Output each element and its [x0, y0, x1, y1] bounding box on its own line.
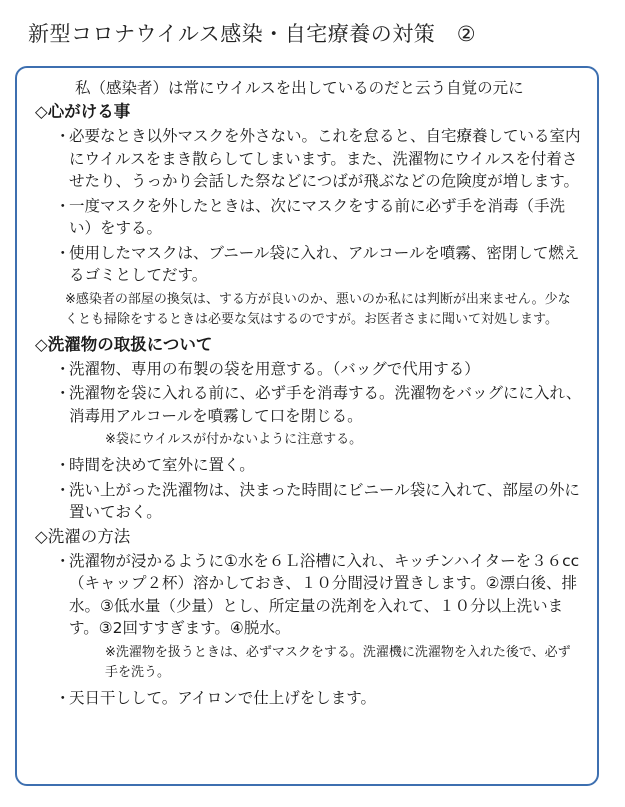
list-item-text: 洗濯物、専用の布製の袋を用意する。（バッグで代用する） [69, 359, 480, 378]
content-frame [15, 66, 599, 786]
list-item-text: 必要なとき以外マスクを外さない。これを怠ると、自宅療養している室内にウイルスをまき散らしてしまいます。また、洗濯物にウイルスを付着させたり、うっかり会話した祭などにつばが飛ぶなどの危険度が増します。 [69, 127, 581, 190]
intro-text: 私（感染者）は常にウイルスを出しているのだと云う自覚の元に [75, 79, 524, 97]
note-ventilation: ※感染者の部屋の換気は、する方が良いのか、悪いのか私には判断が出来ません。少なくとも掃除をするときは必要な気はするのですが。お医者さまに聞いて対処します。 [65, 291, 571, 327]
list-item [55, 454, 583, 477]
bullet: ・ [55, 243, 71, 262]
list-item-text: 天日干しして。アイロンで仕上げをします。 [69, 688, 377, 707]
section-heading-precautions: ◇心がける事 [35, 102, 131, 121]
bullet: ・ [55, 551, 71, 570]
bullet: ・ [55, 384, 71, 402]
bullet: ・ [55, 456, 71, 474]
list-item [55, 550, 583, 640]
list-item [55, 242, 583, 287]
section-heading-washing-method: ◇洗濯の方法 [35, 526, 131, 546]
list-item-text: 一度マスクを外したときは、次にマスクをする前に必ず手を消毒（手洗い）をする。 [69, 196, 566, 237]
list-item [55, 125, 583, 193]
list-item [55, 479, 583, 524]
list-item-text: 洗濯物を袋に入れる前に、必ず手を消毒する。洗濯物をバッグにに入れ、消毒用アルコールを噴霧して口を閉じる。 [69, 384, 582, 425]
section-heading-laundry-handling: ◇洗濯物の取扱について [35, 334, 213, 354]
bullet: ・ [55, 196, 71, 215]
note-bag: ※袋にウイルスが付かないように注意する。 [105, 432, 363, 447]
bullet: ・ [55, 359, 71, 378]
bullet: ・ [55, 127, 71, 145]
list-item [55, 358, 583, 381]
note-mask: ※洗濯物を扱うときは、必ずマスクをする。洗濯機に洗濯物を入れた後で、必ず手を洗う。 [105, 644, 571, 680]
list-item-text: 洗い上がった洗濯物は、決まった時間にビニール袋に入れて、部屋の外に置いておく。 [69, 480, 580, 521]
list-item-text: 使用したマスクは、ブニール袋に入れ、アルコールを噴霧、密閉して燃えるゴミとしてだす。 [69, 243, 580, 284]
list-item-text: 洗濯物が浸かるように①水を６Ｌ浴槽に入れ、キッチンハイターを３６cc（キャップ２杯）溶かしておき、１０分間浸け置きします。②漂白後、排水。③低水量（少量）とし、所定量の洗剤を入れて、１０分以上洗います。③2回すすぎます。④脱水。 [69, 551, 580, 637]
page-title: 新型コロナウイルス感染・自宅療養の対策 ② [28, 22, 477, 46]
list-item [55, 687, 583, 710]
list-item [55, 195, 583, 240]
bullet: ・ [55, 480, 71, 499]
list-item-text: 時間を決めて室外に置く。 [69, 456, 255, 474]
list-item [55, 382, 583, 427]
bullet: ・ [55, 688, 71, 707]
